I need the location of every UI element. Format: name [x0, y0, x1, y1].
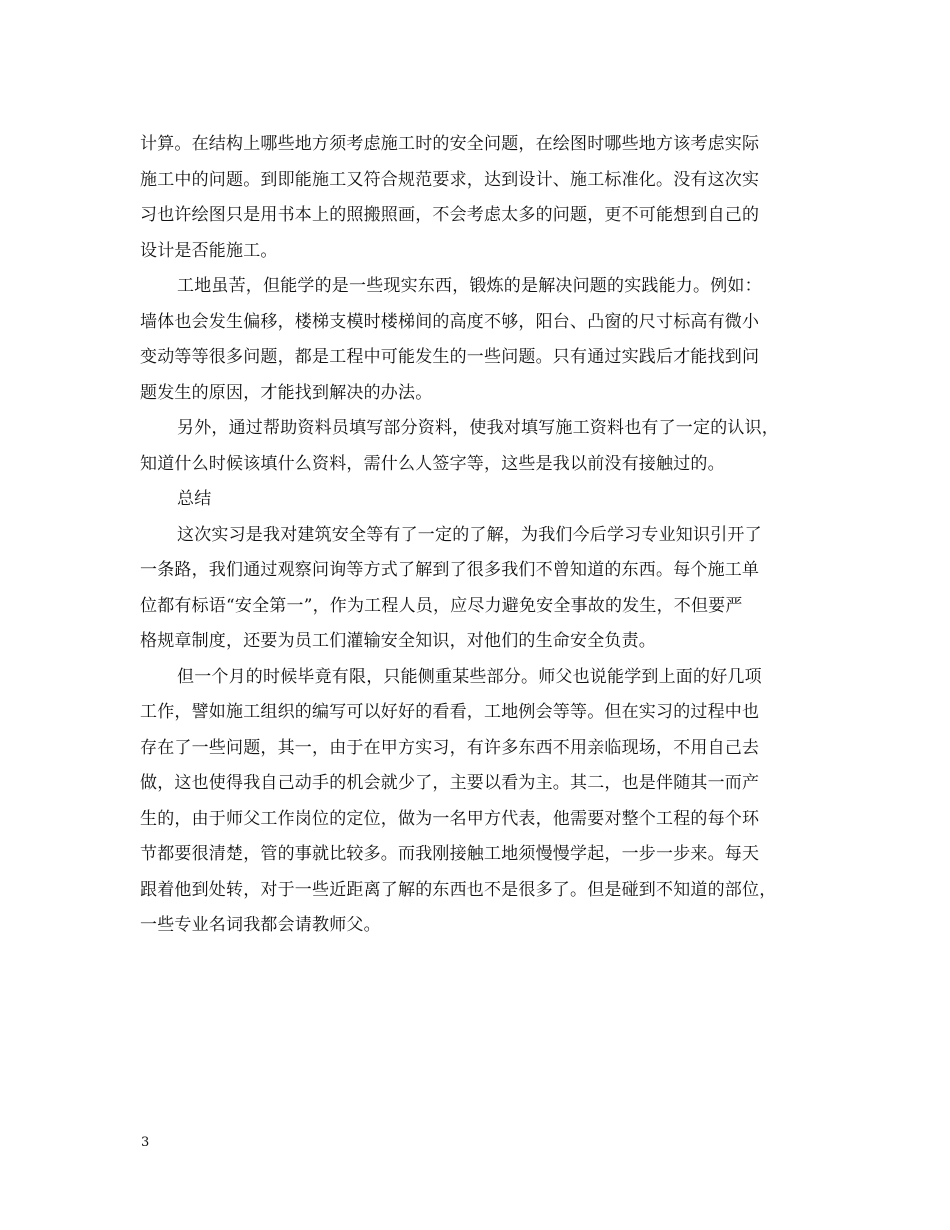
- text-line: 设计是否能施工。: [140, 240, 278, 261]
- text-line: 知道什么时候该填什么资料，需什么人签字等，这些是我以前没有接触过的。: [140, 453, 725, 474]
- section-heading: 总结: [177, 489, 212, 509]
- text-line: 一条路，我们通过观察问询等方式了解到了很多我们不曾知道的东西。每个施工单: [140, 560, 760, 580]
- page-number: 3: [141, 1135, 150, 1150]
- text-line: 格规章制度，还要为员工们灌输安全知识，对他们的生命安全负责。: [140, 631, 656, 651]
- text-line: 这次实习是我对建筑安全等有了一定的了解，为我们今后学习专业知识引开了: [177, 524, 762, 545]
- text-line: 计算。在结构上哪些地方须考虑施工时的安全问题，在绘图时哪些地方该考虑实际: [140, 134, 760, 154]
- text-line: 工作，譬如施工组织的编写可以好好的看看，工地例会等等。但在实习的过程中也: [140, 702, 760, 722]
- text-line: 生的，由于师父工作岗位的定位，做为一名甲方代表，他需要对整个工程的每个环: [140, 808, 760, 829]
- text-line: 一些专业名词我都会请教师父。: [140, 915, 381, 935]
- text-line: 变动等等很多问题，都是工程中可能发生的一些问题。只有通过实践后才能找到问: [140, 347, 760, 367]
- body-text: [140, 127, 810, 944]
- text-line: 工地虽苦，但能学的是一些现实东西，锻炼的是解决问题的实践能力。例如：: [177, 276, 762, 296]
- text-line: 跟着他到处转，对于一些近距离了解的东西也不是很多了。但是碰到不知道的部位，: [140, 879, 777, 900]
- text-line: 施工中的问题。到即能施工又符合规范要求，达到设计、施工标准化。没有这次实: [140, 169, 760, 190]
- text-line: 题发生的原因，才能找到解决的办法。: [140, 382, 433, 403]
- text-line: 做，这也使得我自己动手的机会就少了，主要以看为主。其二，也是伴随其一而产: [140, 773, 760, 793]
- text-line: 墙体也会发生偏移，楼梯支模时楼梯间的高度不够，阳台、凸窗的尺寸标高有微小: [140, 311, 760, 332]
- text-line: 另外，通过帮助资料员填写部分资料，使我对填写施工资料也有了一定的认识，: [177, 418, 779, 438]
- text-line: 但一个月的时候毕竟有限，只能侧重某些部分。师父也说能学到上面的好几项: [177, 666, 762, 687]
- text-line: 节都要很清楚，管的事就比较多。而我刚接触工地须慢慢学起，一步一步来。每天: [140, 844, 760, 864]
- text-line: 习也许绘图只是用书本上的照搬照画，不会考虑太多的问题，更不可能想到自己的: [140, 205, 760, 225]
- text-line: 存在了一些问题，其一，由于在甲方实习，有许多东西不用亲临现场，不用自己去: [140, 737, 760, 758]
- text-line: 位都有标语“安全第一”，作为工程人员，应尽力避免安全事故的发生，不但要严: [140, 595, 743, 616]
